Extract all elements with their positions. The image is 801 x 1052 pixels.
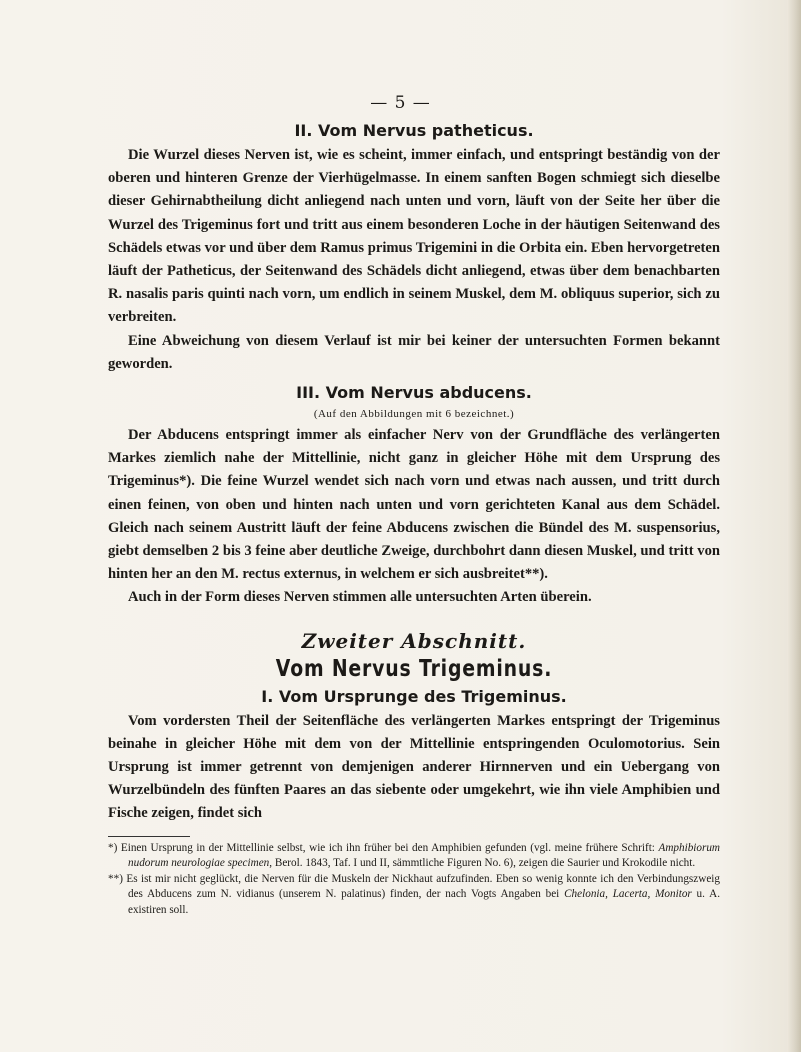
paragraph: Vom vordersten Theil der Seitenfläche des verlängerten Markes entspringt der Trigeminus beinahe in gleicher Höhe mit dem von der Mittellinie entspringenden Oculomotorius. Sein Ursprung ist immer getrennt von demjenigen anderer Hirnnerven und ein Uebergang von Wurzelbündeln des fünften Paares an das siebente oder umgekehrt, wie ihn viele Amphibien und Fische zeigen, findet sich: [108, 712, 720, 822]
section-heading-trigeminus: I. Vom Ursprunge des Trigeminus.: [261, 686, 567, 706]
figure-note: (Auf den Abbildungen mit 6 bezeichnet.): [313, 408, 515, 421]
paragraph: Die Wurzel dieses Nerven ist, wie es scheint, immer einfach, und entspringt beständig von der oberen und hinteren Grenze der Vierhügelmasse. In einem sanften Bogen schmiegt sich dieselbe dieser Gehirnabtheilung dicht anliegend nach unten und vorn, läuft von der Seite her über die Wurzel des Trigeminus fort und tritt aus einem besonderen Loche in der häutigen Seitenwand des Schädels etwas vor und über dem Ramus primus Trigemini in die Orbita ein. Eben hervorgetreten läuft der Patheticus, der Seitenwand des Schädels dicht anliegend, etwas über dem benachbarten R. nasalis paris quinti nach vorn, um endlich in seinem Muskel, dem M. obliquus superior, sich zu verbreiten.: [108, 147, 720, 326]
page-body: [108, 118, 720, 919]
footnote-rule: [108, 836, 190, 837]
footnote-text: Es ist mir nicht geglückt, die Nerven für die Muskeln der Nickhaut aufzufinden. Eben so wenig konnte ich den Verbindungszweig des Abducens zum N. vidianus (unserem N. palatinus) finden, der nach Vogts Angaben bei: [126, 872, 720, 901]
page-number: — 5 —: [370, 93, 431, 113]
footnote-italic: Chelonia, Lacerta, Monitor: [564, 888, 692, 901]
footnote: [108, 872, 720, 919]
section-heading-abducens: III. Vom Nervus abducens.: [296, 383, 532, 403]
footnote-mark: **): [108, 872, 123, 885]
footnote-text: , Berol. 1843, Taf. I und II, sämmtliche Figuren No. 6), zeigen die Saurier und Krokodile nicht.: [269, 857, 696, 870]
section-heading-patheticus: II. Vom Nervus patheticus.: [294, 121, 534, 140]
footnote: [108, 841, 720, 872]
paragraph: Der Abducens entspringt immer als einfacher Nerv von der Grundfläche des verlängerten Markes ziemlich nahe der Mittellinie, nicht ganz in gleicher Höhe mit dem Ursprung des Trigeminus*). Die feine Wurzel wendet sich nach vorn und etwas nach aussen, und tritt durch einen feinen, von oben und hinten nach unten und vorn gerichteten Kanal aus dem Schädel. Gleich nach seinem Austritt läuft der feine Abducens zwischen die Bündel des M. suspensorius, giebt demselben 2 bis 3 feine aber deutliche Zweige, durchbohrt dann diesen Muskel, und tritt von hinten her an den M. rectus externus, in welchem er sich ausbreitet**).: [108, 427, 720, 583]
part-title: Zweiter Abschnitt.: [301, 628, 527, 653]
footnote-text: u. A. existiren soll.: [128, 888, 720, 917]
footnote-mark: *): [108, 841, 118, 854]
footnote-italic: Amphibiorum nudorum neurologiae specimen: [128, 841, 721, 870]
page-edge: [787, 0, 801, 1052]
footnote-text: Einen Ursprung in der Mittellinie selbst, wie ich ihn früher bei den Amphibien gefunden (vgl. meine frühere Schrift:: [120, 841, 659, 854]
paragraph: Auch in der Form dieses Nerven stimmen alle untersuchten Arten überein.: [128, 589, 592, 606]
part-subtitle: Vom Nervus Trigeminus.: [275, 655, 553, 682]
paragraph: Eine Abweichung von diesem Verlauf ist mir bei keiner der untersuchten Formen bekannt geworden.: [108, 332, 720, 372]
